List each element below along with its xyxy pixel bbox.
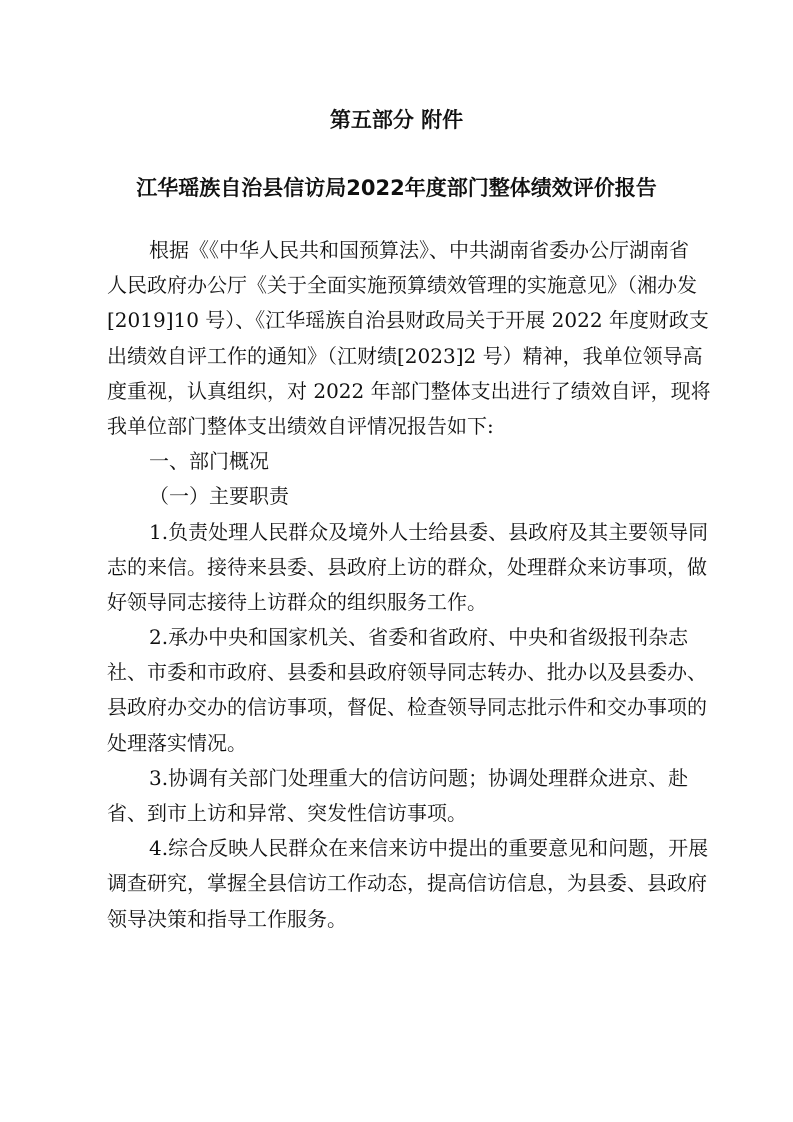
text-line: 我单位部门整体支出绩效自评情况报告如下: (107, 413, 494, 438)
text-line: 4.综合反映人民群众在来信来访中提出的重要意见和问题，开展 (149, 836, 709, 861)
text-line: 人民政府办公厅《关于全面实施预算绩效管理的实施意见》（湘办发 (107, 273, 697, 298)
text-line: 根据《《中华人民共和国预算法》、中共湖南省委办公厅湖南省 (149, 238, 689, 262)
report-body (107, 233, 711, 937)
text-line: （一）主要职责 (149, 484, 289, 509)
text-line: 省、到市上访和异常、突发性信访事项。 (107, 801, 467, 825)
text-line: 领导决策和指导工作服务。 (107, 906, 347, 931)
text-line: 社、市委和市政府、县委和县政府领导同志转办、批办以及县委办、 (107, 660, 707, 685)
section-title: 第五部分 附件 (329, 108, 464, 132)
text-line: 度重视，认真组织，对 2022 年部门整体支出进行了绩效自评，现将 (107, 378, 711, 403)
text-line: [2019]10 号）、《江华瑶族自治县财政局关于开展 2022 年度财政支 (107, 308, 709, 333)
text-line: 好领导同志接待上访群众的组织服务工作。 (107, 589, 487, 614)
text-line: 一、部门概况 (149, 449, 269, 474)
report-title: 江华瑶族自治县信访局2022年度部门整体绩效评价报告 (136, 176, 657, 200)
text-line: 3.协调有关部门处理重大的信访问题；协调处理群众进京、赴 (149, 765, 689, 790)
text-line: 处理落实情况。 (107, 730, 247, 755)
text-line: 志的来信。接待来县委、县政府上访的群众，处理群众来访事项，做 (107, 554, 707, 579)
text-line: 1.负责处理人民群众及境外人士给县委、县政府及其主要领导同 (149, 519, 709, 544)
text-line: 出绩效自评工作的通知》（江财绩[2023]2 号）精神，我单位领导高 (107, 343, 703, 368)
text-line: 县政府办交办的信访事项，督促、检查领导同志批示件和交办事项的 (107, 695, 707, 720)
text-line: 2.承办中央和国家机关、省委和省政府、中央和省级报刊杂志 (149, 625, 689, 650)
text-line: 调查研究，掌握全县信访工作动态，提高信访信息，为县委、县政府 (107, 871, 707, 896)
